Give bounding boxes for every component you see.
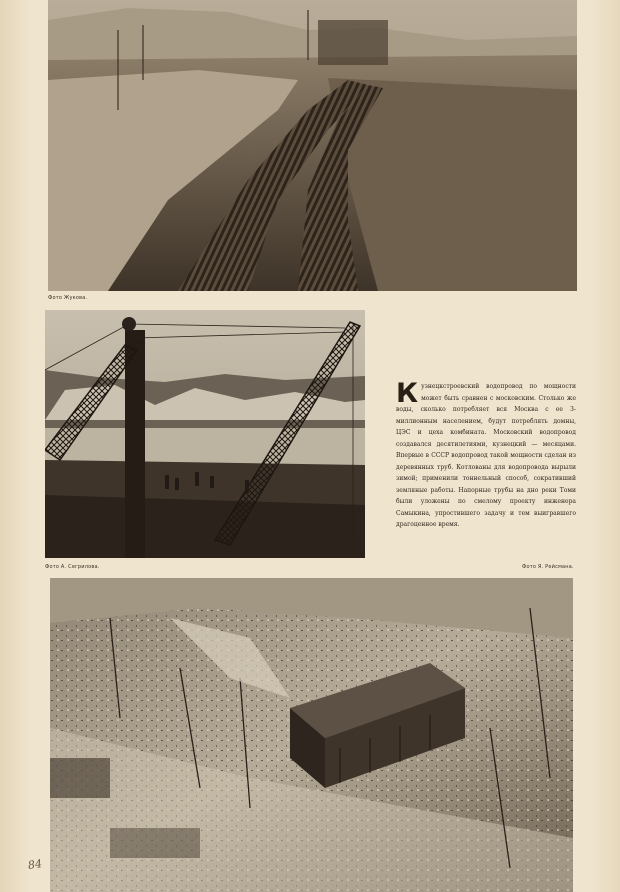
page-number: 84: [27, 857, 43, 872]
photo-credit-middle: Фото А. Сегрилова.: [45, 564, 100, 570]
article-text: [396, 378, 576, 531]
photo-pump-station-aerial: [50, 578, 573, 892]
article-body: узнецкстроевский водопровод по мощности может быть сравнен с московским. Столько же воды, сколько потребляет вся Москва с ее 3-миллионным населением, будут потреблять домны, ЦЭС и цеха комбината. Московский водопровод создавался десятилетиями, кузнецкий — месяцами. Впервые в СССР водопровод такой мощности сделан из деревянных труб. Котлованы для водопровода вырыли зимой; применили тоннельный способ, сокративший земляные работы. Напорные трубы на дно реки Томи были уложены по смелому проекту инженера Самыкина, упростившего задачу и тем выигравшего драгоценное время.: [396, 383, 576, 528]
photo-pipeline-trench: [48, 0, 577, 291]
article-dropcap: К: [396, 378, 419, 409]
photo-credit-right: Фото Я. Рейсмана.: [522, 564, 574, 570]
photo-credit-top: Фото Жукова.: [48, 295, 88, 301]
photo-cranes-river: [45, 310, 365, 558]
